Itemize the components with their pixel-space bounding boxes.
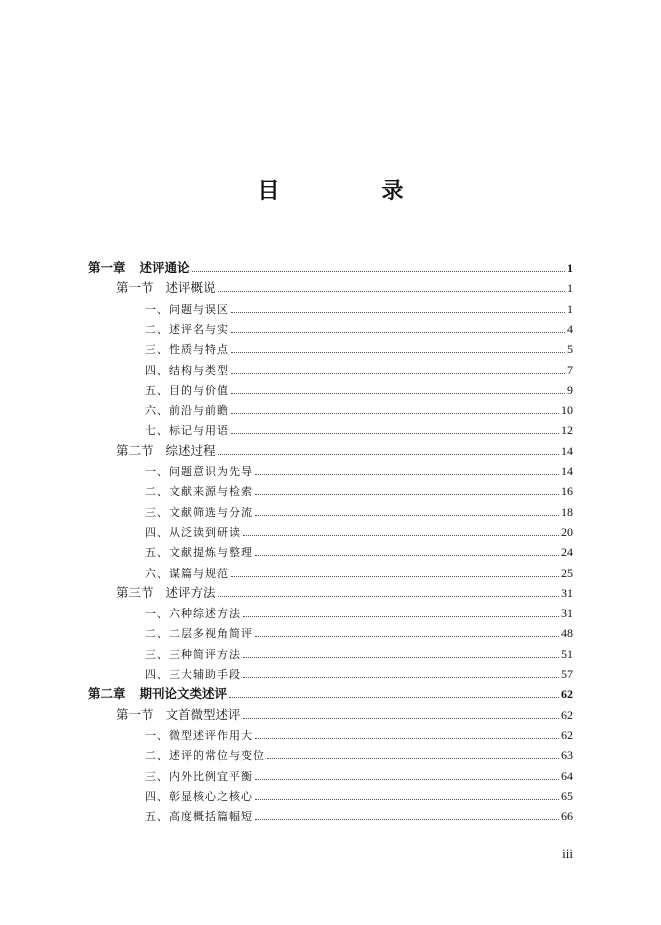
toc-entry-title: 四、从泛读到研读: [145, 525, 241, 539]
toc-entry-page: 31: [561, 606, 573, 621]
toc-entry-number: 第三节: [116, 584, 154, 600]
toc-entry-page: 14: [561, 443, 573, 458]
dot-leader: [255, 474, 559, 475]
toc-entry-title: 一、微型述评作用大: [145, 728, 253, 742]
toc-entry-title: 七、标记与用语: [145, 424, 229, 438]
toc-entry-label: [145, 523, 241, 543]
dot-leader: [229, 697, 559, 698]
toc-entry-title: 六、谋篇与规范: [145, 566, 229, 580]
toc-entry-title: 五、目的与价值: [145, 383, 229, 397]
toc-entry-label: [145, 604, 241, 624]
toc-entry-item[interactable]: [145, 522, 573, 542]
toc-entry-page: 1: [567, 301, 573, 316]
page-number: iii: [562, 846, 573, 861]
toc-entry-item[interactable]: [145, 502, 573, 522]
toc-entry-label: [88, 684, 227, 704]
toc-entry-label: [145, 462, 253, 482]
toc-entry-label: [145, 746, 265, 766]
toc-entry-title: 文首微型述评: [165, 706, 241, 722]
toc-entry-item[interactable]: [145, 644, 573, 664]
toc-entry-page: 62: [561, 687, 573, 702]
toc-entry-page: 1: [567, 281, 573, 296]
dot-leader: [231, 413, 559, 414]
toc-entry-label: [145, 564, 229, 584]
toc-entry-label: [145, 726, 253, 746]
toc-entry-section[interactable]: [116, 705, 573, 725]
toc-entry-section[interactable]: [116, 583, 573, 603]
toc-entry-item[interactable]: [145, 420, 573, 440]
toc-entry-item[interactable]: [145, 664, 573, 684]
toc-entry-page: 9: [567, 382, 573, 397]
toc-entry-page: 10: [561, 403, 573, 418]
toc-entry-label: [116, 278, 216, 298]
toc-entry-title: 述评通论: [139, 260, 190, 275]
toc-entry-label: [145, 503, 253, 523]
dot-leader: [243, 535, 559, 536]
toc-entry-title: 四、彰显核心之核心: [145, 789, 253, 803]
toc-entry-number: 第一节: [116, 706, 154, 722]
dot-leader: [218, 596, 559, 597]
toc-entry-label: [145, 361, 229, 381]
toc-entry-label: [145, 624, 253, 644]
toc-entry-item[interactable]: [145, 339, 573, 359]
toc-entry-page: 51: [561, 646, 573, 661]
toc-entry-item[interactable]: [145, 380, 573, 400]
toc-entry-label: [145, 300, 229, 320]
toc-entry-label: [145, 340, 229, 360]
dot-leader: [255, 555, 559, 556]
toc-entry-label: [88, 258, 190, 278]
toc-entry-page: 63: [561, 748, 573, 763]
toc-entry-item[interactable]: [145, 603, 573, 623]
toc-entry-page: 48: [561, 626, 573, 641]
dot-leader: [255, 779, 559, 780]
toc-entry-page: 16: [561, 484, 573, 499]
toc-entry-page: 5: [567, 342, 573, 357]
toc-entry-page: 4: [567, 321, 573, 336]
dot-leader: [231, 332, 565, 333]
dot-leader: [218, 291, 565, 292]
toc-entry-page: 65: [561, 788, 573, 803]
dot-leader: [267, 758, 559, 759]
toc-entry-label: [145, 645, 241, 665]
dot-leader: [218, 454, 559, 455]
dot-leader: [231, 373, 565, 374]
toc-entry-page: 62: [561, 727, 573, 742]
toc-entry-page: 12: [561, 423, 573, 438]
dot-leader: [231, 393, 565, 394]
toc-entry-label: [116, 441, 216, 461]
toc-entry-title: 三、内外比例宜平衡: [145, 769, 253, 783]
toc-entry-label: [145, 807, 253, 827]
toc-entry-title: 一、问题与误区: [145, 302, 229, 316]
toc-entry-page: 31: [561, 585, 573, 600]
toc-entry-label: [145, 543, 253, 563]
toc-entry-title: 一、问题意识为先导: [145, 465, 253, 478]
toc-entry-item[interactable]: [145, 745, 573, 765]
toc-entry-item[interactable]: [145, 481, 573, 501]
toc-entry-title: 三、性质与特点: [145, 343, 229, 357]
toc-entry-title: 述评方法: [165, 584, 216, 600]
toc-entry-number: 第二章: [88, 686, 126, 702]
toc-entry-page: 64: [561, 768, 573, 783]
toc-entry-section[interactable]: [116, 278, 573, 298]
toc-entry-title: 二、二层多视角简评: [145, 627, 253, 641]
dot-leader: [243, 718, 559, 719]
toc-entry-label: [145, 421, 229, 441]
toc-entry-page: 25: [561, 565, 573, 580]
toc-entry-title: 六、前沿与前瞻: [145, 404, 229, 418]
dot-leader: [192, 271, 565, 272]
toc-entry-item[interactable]: [145, 725, 573, 745]
toc-entry-number: 第一节: [116, 280, 154, 296]
toc-entry-item[interactable]: [145, 542, 573, 562]
toc-entry-page: 1: [567, 261, 573, 275]
toc-entry-title: 二、述评名与实: [145, 322, 229, 336]
toc-entry-item[interactable]: [145, 299, 573, 319]
toc-entry-page: 57: [561, 667, 573, 681]
toc-entry-number: 第二节: [116, 442, 154, 458]
toc-entry-item[interactable]: [145, 806, 573, 826]
dot-leader: [255, 636, 559, 637]
toc-entry-page: 14: [561, 464, 573, 478]
toc-entry-title: 二、述评的常位与变位: [145, 749, 265, 763]
dot-leader: [243, 677, 559, 678]
toc-entry-label: [145, 401, 229, 421]
toc-entry-title: 五、文献提炼与整理: [145, 546, 253, 560]
toc-entry-title: 三、三种简评方法: [145, 647, 241, 661]
toc-entry-page: 24: [561, 545, 573, 560]
toc-entry-page: 66: [561, 809, 573, 824]
toc-entry-number: 第一章: [88, 260, 126, 275]
toc-entry-title: 四、三大辅助手段: [145, 668, 241, 681]
toc-entry-item[interactable]: [145, 766, 573, 786]
dot-leader: [255, 799, 559, 800]
dot-leader: [231, 576, 559, 577]
toc-entry-item[interactable]: [145, 360, 573, 380]
toc-entry-item[interactable]: [145, 623, 573, 643]
dot-leader: [231, 352, 565, 353]
dot-leader: [231, 312, 565, 313]
toc-entry-label: [145, 665, 241, 685]
toc-entry-chapter[interactable]: [88, 684, 573, 704]
toc-entry-title: 四、结构与类型: [145, 363, 229, 377]
toc-entry-page: 7: [567, 362, 573, 377]
toc-entry-label: [145, 320, 229, 340]
toc-entry-label: [145, 767, 253, 787]
toc-entry-page: 62: [561, 707, 573, 722]
toc-entry-section[interactable]: [116, 441, 573, 461]
toc-entry-title: 二、文献来源与检索: [145, 485, 253, 499]
toc-entry-title: 述评概说: [165, 280, 216, 296]
toc-entry-item[interactable]: [145, 563, 573, 583]
dot-leader: [231, 433, 559, 434]
dot-leader: [255, 738, 559, 739]
toc-entry-page: 20: [561, 524, 573, 539]
toc-entry-item[interactable]: [145, 400, 573, 420]
toc-entry-chapter[interactable]: [88, 258, 573, 278]
dot-leader: [243, 616, 559, 617]
page-title: 目 录: [257, 178, 444, 204]
toc-entry-title: 期刊论文类述评: [139, 686, 228, 702]
toc-entry-label: [145, 787, 253, 807]
toc-entry-title: 一、六种综述方法: [145, 607, 241, 621]
dot-leader: [255, 494, 559, 495]
dot-leader: [243, 657, 559, 658]
dot-leader: [255, 819, 559, 820]
toc-entry-item[interactable]: [145, 319, 573, 339]
toc-entry-label: [116, 583, 216, 603]
toc-entry-label: [116, 705, 241, 725]
toc-entry-label: [145, 482, 253, 502]
toc-entry-title: 五、高度概括篇幅短: [145, 810, 253, 824]
dot-leader: [255, 515, 559, 516]
toc-entry-page: 18: [561, 504, 573, 519]
toc-entry-item[interactable]: [145, 786, 573, 806]
toc-entry-item[interactable]: [145, 461, 573, 481]
toc-entry-title: 三、文献筛选与分流: [145, 505, 253, 519]
toc-entry-title: 综述过程: [165, 442, 216, 458]
toc-entry-label: [145, 381, 229, 401]
